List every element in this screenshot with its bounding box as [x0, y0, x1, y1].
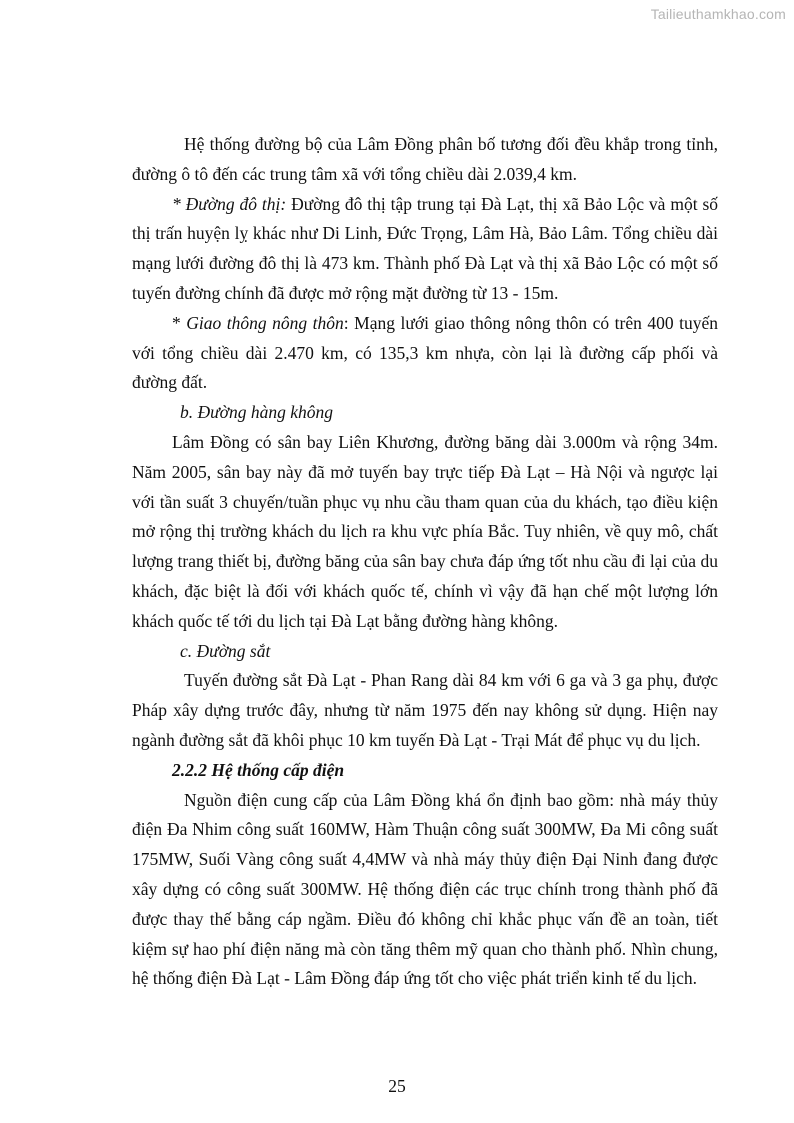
paragraph-road-system: Hệ thống đường bộ của Lâm Đồng phân bố tương đối đều khắp trong tỉnh, đường ô tô đến các trung tâm xã với tổng chiều dài 2.039,4 km.	[132, 134, 718, 184]
rural-roads-star: *	[172, 312, 187, 333]
urban-roads-label: * Đường đô thị:	[172, 193, 287, 214]
paragraph-airport: Lâm Đồng có sân bay Liên Khương, đường băng dài 3.000m và rộng 34m. Năm 2005, sân bay này đã mở tuyến bay trực tiếp Đà Lạt – Hà Nội và ngược lại với tần suất 3 chuyến/tuần phục vụ nhu cầu tham quan của du khách, tạo điều kiện mở rộng thị trường khách du lịch ra khu vực phía Bắc. Tuy nhiên, về quy mô, chất lượng trang thiết bị, đường băng của sân bay chưa đáp ứng tốt nhu cầu đi lại của du khách, đặc biệt là đối với khách quốc tế, chính vì vậy đã hạn chế một lượng lớn khách quốc tế tới du lịch tại Đà Lạt bằng đường hàng không.	[132, 431, 718, 631]
page-body	[132, 130, 718, 994]
watermark: Tailieuthamkhao.com	[650, 6, 786, 22]
page-number: 25	[388, 1076, 406, 1096]
paragraph-power: Nguồn điện cung cấp của Lâm Đồng khá ổn định bao gồm: nhà máy thủy điện Đa Nhim công suất 160MW, Hàm Thuận công suất 300MW, Đa Mi công suất 175MW, Suối Vàng công suất 4,4MW và nhà máy thủy điện Đại Ninh đang được xây dựng có công suất 300MW. Hệ thống điện các trục chính trong thành phố đã được thay thế bằng cáp ngầm. Điều đó không chỉ khắc phục vấn đề an toàn, tiết kiệm sự hao phí điện năng mà còn tăng thêm mỹ quan cho thành phố. Nhìn chung, hệ thống điện Đà Lạt - Lâm Đồng đáp ứng tốt cho việc phát triển kinh tế du lịch.	[132, 789, 718, 989]
paragraph-rural-roads	[132, 309, 718, 398]
paragraph-urban-roads	[132, 190, 718, 309]
paragraph-railway: Tuyến đường sắt Đà Lạt - Phan Rang dài 84 km với 6 ga và 3 ga phụ, được Pháp xây dựng trước đây, nhưng từ năm 1975 đến nay không sử dụng. Hiện nay ngành đường sắt đã khôi phục 10 km tuyến Đà Lạt - Trại Mát để phục vụ du lịch.	[132, 670, 718, 750]
heading-airways: b. Đường hàng không	[180, 402, 334, 423]
rural-roads-label: Giao thông nông thôn	[186, 312, 344, 333]
urban-roads-text: Đường đô thị tập trung tại Đà Lạt, thị xã Bảo Lộc và một số thị trấn huyện lỵ khác như Di Linh, Đức Trọng, Lâm Hà, Bảo Lâm. Tổng chiều dài mạng lưới đường đô thị là 473 km. Thành phố Đà Lạt và thị xã Bảo Lộc có một số tuyến đường chính đã được mở rộng mặt đường từ 13 - 15m.	[132, 193, 719, 303]
heading-railways: c. Đường sắt	[180, 640, 271, 661]
rural-roads-text: : Mạng lưới giao thông nông thôn có trên 400 tuyến với tổng chiều dài 2.470 km, có 135,3 km nhựa, còn lại là đường cấp phối và đường đất.	[132, 312, 718, 393]
heading-power-supply: 2.2.2 Hệ thống cấp điện	[172, 759, 345, 780]
